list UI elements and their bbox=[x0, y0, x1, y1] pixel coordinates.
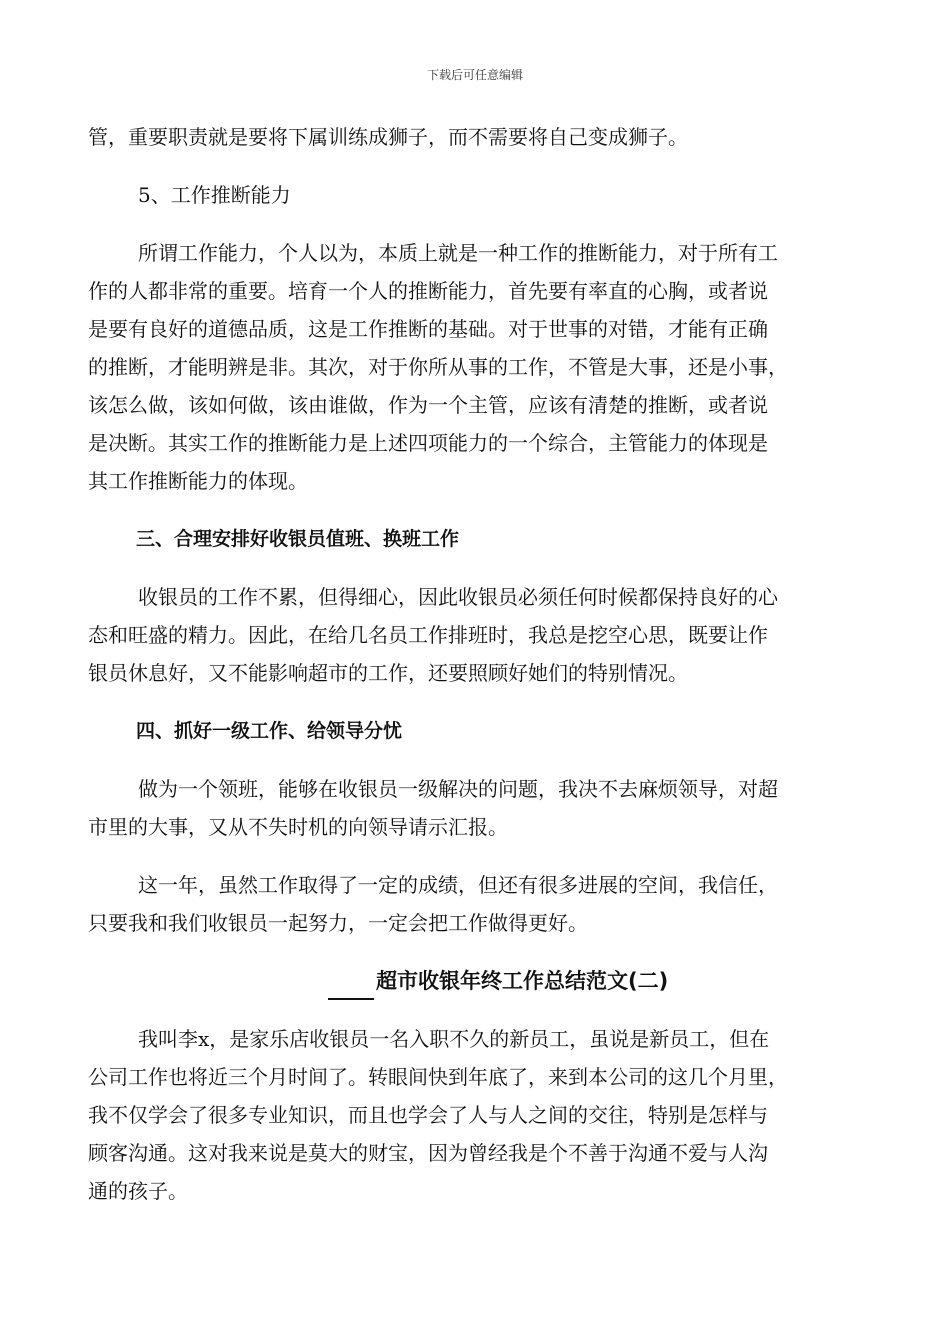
paragraph-judgment bbox=[88, 234, 863, 500]
text-line: 收银员的工作不累，但得细心，因此收银员必须任何时候都保持良好的心 bbox=[138, 585, 778, 609]
text-line: 银员休息好，又不能影响超市的工作，还要照顾好她们的特别情况。 bbox=[88, 661, 688, 685]
fill-in-blank bbox=[328, 972, 374, 1000]
document-body bbox=[88, 118, 863, 1230]
section-heading-3: 三、合理安排好收银员值班、换班工作 bbox=[136, 528, 460, 550]
paragraph-conclusion bbox=[88, 866, 863, 942]
paragraph-shifts bbox=[88, 578, 863, 692]
paragraph-leader bbox=[88, 770, 863, 846]
text-line: 市里的大事，又从不失时机的向领导请示汇报。 bbox=[88, 815, 508, 839]
text-line: 通的孩子。 bbox=[88, 1179, 188, 1203]
title-text: 超市收银年终工作总结范文(二) bbox=[376, 969, 669, 993]
text-line: 态和旺盛的精力。因此，在给几名员工作排班时，我总是挖空心思，既要让作 bbox=[88, 623, 768, 647]
page-header-note: 下载后可任意编辑 bbox=[426, 68, 523, 82]
paragraph-intro bbox=[88, 1020, 863, 1210]
text-line: 做为一个领班，能够在收银员一级解决的问题，我决不去麻烦领导，对超 bbox=[138, 777, 778, 801]
document-title-part-2 bbox=[88, 962, 863, 1000]
text-line: 是要有良好的道德品质，这是工作推断的基础。对于世事的对错，才能有正确 bbox=[88, 317, 768, 341]
text-line: 5、工作推断能力 bbox=[138, 183, 291, 207]
text-line: 所谓工作能力，个人以为，本质上就是一种工作的推断能力，对于所有工 bbox=[138, 241, 778, 265]
paragraph-continuation bbox=[88, 118, 863, 156]
text-line: 这一年，虽然工作取得了一定的成绩，但还有很多进展的空间，我信任， bbox=[138, 873, 778, 897]
text-line: 该怎么做，该如何做，该由谁做，作为一个主管，应该有清楚的推断，或者说 bbox=[88, 393, 768, 417]
text-line: 公司工作也将近三个月时间了。转眼间快到年底了，来到本公司的这几个月里， bbox=[88, 1065, 788, 1089]
text-line: 只要我和我们收银员一起努力，一定会把工作做得更好。 bbox=[88, 911, 588, 935]
text-line: 我叫李x，是家乐店收银员一名入职不久的新员工，虽说是新员工，但在 bbox=[138, 1027, 770, 1051]
subheading-judgment-ability bbox=[88, 176, 863, 214]
text-line: 管，重要职责就是要将下属训练成狮子，而不需要将自己变成狮子。 bbox=[88, 125, 688, 149]
text-line: 其工作推断能力的体现。 bbox=[88, 469, 308, 493]
section-heading-4: 四、抓好一级工作、给领导分忧 bbox=[136, 720, 403, 742]
text-line: 顾客沟通。这对我来说是莫大的财宝，因为曾经我是个不善于沟通不爱与人沟 bbox=[88, 1141, 768, 1165]
text-line: 是决断。其实工作的推断能力是上述四项能力的一个综合，主管能力的体现是 bbox=[88, 431, 768, 455]
text-line: 我不仅学会了很多专业知识，而且也学会了人与人之间的交往，特别是怎样与 bbox=[88, 1103, 768, 1127]
text-line: 作的人都非常的重要。培育一个人的推断能力，首先要有率直的心胸，或者说 bbox=[88, 279, 768, 303]
text-line: 的推断，才能明辨是非。其次，对于你所从事的工作，不管是大事，还是小事， bbox=[88, 355, 788, 379]
